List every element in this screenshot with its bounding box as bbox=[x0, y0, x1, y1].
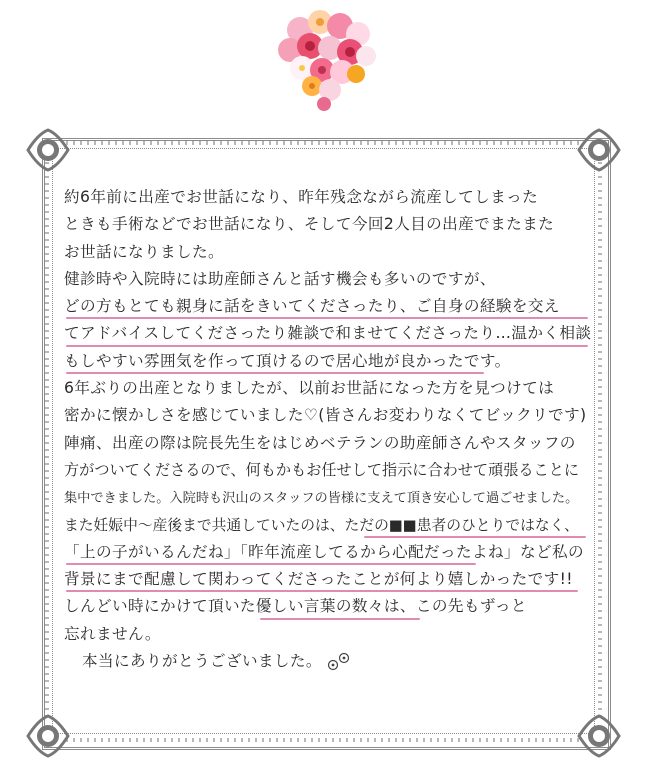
letter-line: また妊娠中〜産後まで共通していたのは、ただの■■患者のひとりではなく、 bbox=[64, 512, 594, 539]
letter-line: ときも手術などでお世話になり、そして今回2人目の出産でまたまた bbox=[64, 215, 555, 234]
highlight-underline bbox=[66, 372, 484, 374]
letter-line: 「上の子がいるんだね」「昨年流産してるから心配だったよね」など私の bbox=[64, 539, 594, 566]
letter-line: しんどい時にかけて頂いた優しい言葉の数々は、この先もずっと bbox=[64, 593, 594, 620]
frame-rail-bottom bbox=[66, 738, 581, 742]
letter-line: どの方もとても親身に話をきいてくださったり、ご自身の経験を交え bbox=[64, 293, 594, 320]
letter-line: 6年ぶりの出産となりましたが、以前お世話になった方を見つけては bbox=[64, 379, 555, 398]
letter-line: 集中できました。入院時も沢山のスタッフの皆様に支えて頂き安心して過ごせました。 bbox=[64, 491, 579, 507]
letter-line: 健診時や入院時には助産師さんと話す機会も多いのですが、 bbox=[64, 269, 496, 288]
highlight-underline bbox=[260, 618, 420, 620]
frame-rail-top bbox=[66, 141, 581, 145]
letter-line: もしやすい雰囲気を作って頂けるので居心地が良かったです。 bbox=[64, 348, 594, 375]
letter-line: てアドバイスしてくださったり雑談で和ませてくださったり…温かく相談 bbox=[64, 320, 594, 347]
frame-rail-left bbox=[45, 162, 49, 722]
corner-ornament-icon bbox=[575, 712, 623, 760]
highlight-underline bbox=[364, 536, 586, 538]
letter-line: 忘れません。 bbox=[64, 624, 161, 643]
highlight-underline bbox=[66, 345, 588, 347]
letter-line: 約6年前に出産でお世話になり、昨年残念ながら流産してしまった bbox=[64, 188, 539, 206]
corner-ornament-icon bbox=[24, 712, 72, 760]
corner-ornament-icon bbox=[24, 126, 72, 174]
letter-line: お世話になりました。 bbox=[64, 242, 224, 261]
frame-rail-right bbox=[598, 162, 602, 722]
letter-line: 背景にまで配慮して関わってくださったことが何より嬉しかったです!! bbox=[64, 566, 594, 593]
handwritten-letter bbox=[64, 184, 594, 675]
letter-line: 方がついてくださるので、何もかもお任せして指示に合わせて頑張ることに bbox=[64, 460, 580, 479]
letter-line: 陣痛、出産の際は院長先生をはじめベテランの助産師さんやスタッフの bbox=[64, 433, 576, 452]
letter-line: 本当にありがとうございました。 bbox=[64, 648, 594, 675]
letter-line: 密かに懐かしさを感じていました♡(皆さんお変わりなくてビックリです) bbox=[64, 406, 587, 425]
corner-ornament-icon bbox=[575, 126, 623, 174]
flower-heart-image bbox=[268, 6, 386, 112]
small-flowers-icon bbox=[326, 651, 352, 673]
highlight-underline bbox=[66, 563, 476, 565]
